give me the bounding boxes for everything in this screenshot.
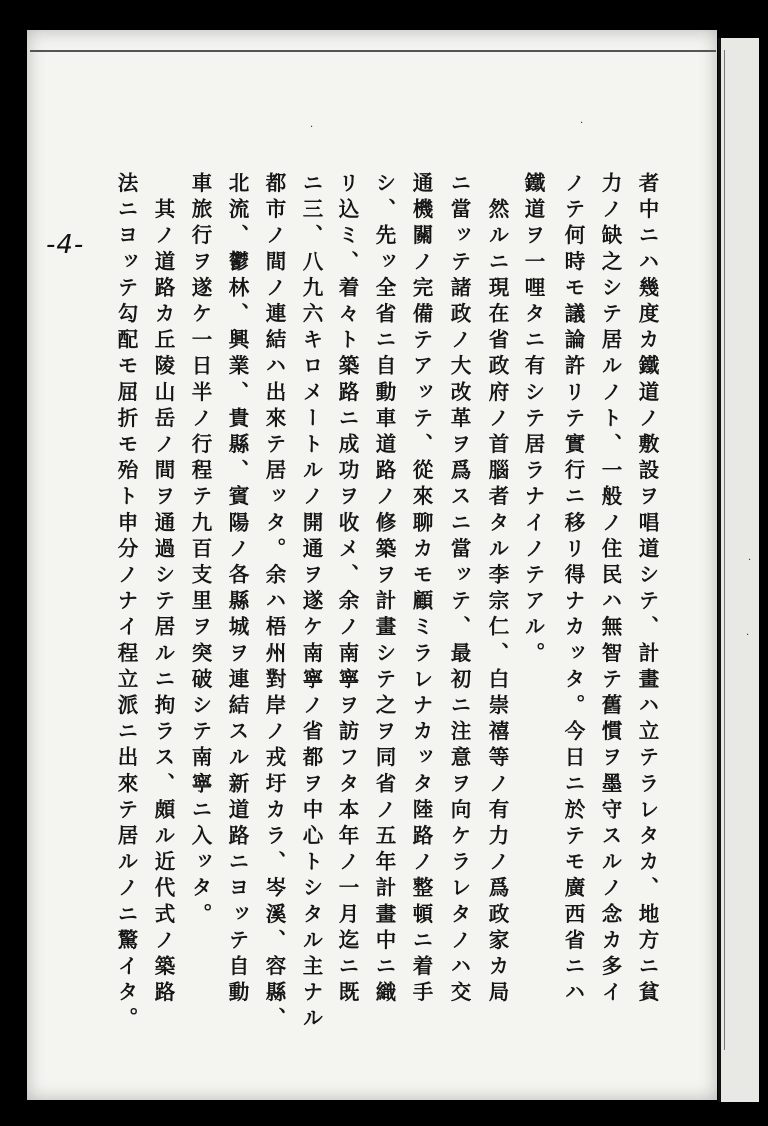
text-column-2: 力ノ缺之シテ居ルノト、一般ノ住民ハ無智テ舊慣ヲ墨守スルノ念カ多イ: [598, 172, 622, 1008]
ink-speck: ·: [580, 118, 584, 129]
text-column-7: 通機關ノ完備テアッテ、從來聊カモ顧ミラレナカッタ陸路ノ整頓ニ着手: [409, 172, 433, 1008]
text-column-13: 車旅行ヲ遂ケ一日半ノ行程テ九百支里ヲ突破シテ南寧ニ入ッタ。: [188, 172, 212, 929]
fold-line: [724, 50, 725, 1050]
text-column-3: ノテ何時モ議論許リテ實行ニ移リ得ナカッタ。今日ニ於テモ廣西省ニハ: [561, 172, 585, 1008]
text-column-6: ニ當ッテ諸政ノ大改革ヲ爲スニ當ッテ、最初ニ注意ヲ向ケラレタノハ交: [447, 172, 471, 1008]
text-column-5: 然ルニ現在省政府ノ首腦者タル李宗仁、白崇禧等ノ有力ノ爲政家カ局: [485, 172, 509, 1008]
text-column-9: リ込ミ、着々ト築路ニ成功ヲ收メ、余ノ南寧ヲ訪フタ本年ノ一月迄ニ既: [335, 172, 359, 1008]
top-rule: [30, 50, 716, 52]
ink-speck: ·: [746, 630, 750, 641]
text-column-14: 其ノ道路カ丘陵山岳ノ間ヲ通過シテ居ルニ拘ラス、頗ル近代式ノ築路: [151, 172, 175, 1008]
text-column-1: 者中ニハ幾度カ鐵道ノ敷設ヲ唱道シテ、計畫ハ立テラレタカ、地方ニ貧: [635, 172, 659, 1008]
page-number: -4-: [46, 230, 85, 260]
text-column-15: 法ニヨッテ勾配モ屈折モ殆ト申分ノナイ程立派ニ出來テ居ルノニ驚イタ。: [114, 172, 138, 1034]
text-column-10: ニ三、八九六キロメートルノ開通ヲ遂ケ南寧ノ省都ヲ中心トシタル主ナル: [299, 172, 323, 1034]
text-column-4: 鐵道ヲ一哩タニ有シテ居ラナイノテアル。: [521, 172, 545, 668]
ink-speck: ·: [310, 122, 314, 133]
ink-speck: ·: [748, 555, 752, 566]
text-column-8: シ、先ッ全省ニ自動車道路ノ修築ヲ計畫シテ之ヲ同省ノ五年計畫中ニ織: [372, 172, 396, 1008]
text-column-11: 都市ノ間ノ連結ハ出來テ居ッタ。余ハ梧州對岸ノ戎圩カラ、岑溪、容縣、: [262, 172, 286, 1034]
text-column-12: 北流、鬱林、興業、貴縣、賓陽ノ各縣城ヲ連結スル新道路ニヨッテ自動: [225, 172, 249, 1008]
